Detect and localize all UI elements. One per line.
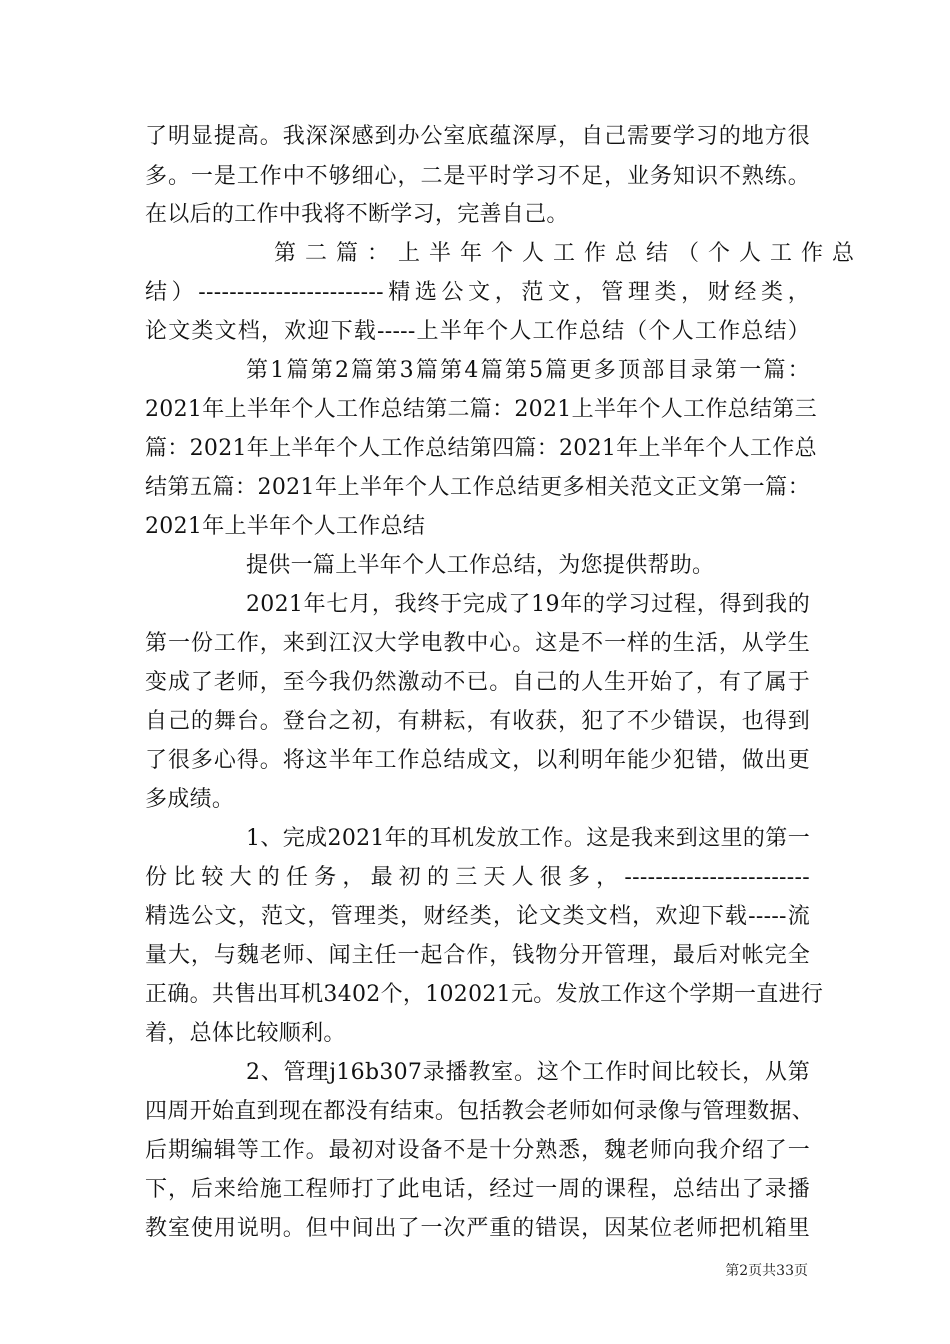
text-line: 第一份工作，来到江汉大学电教中心。这是不一样的生活，从学生 (145, 631, 810, 656)
text-line: 2021年上半年个人工作总结 (145, 514, 426, 539)
text-line: 变成了老师，至今我仍然激动不已。自己的人生开始了，有了属于 (145, 670, 810, 695)
text-line: 下，后来给施工程师打了此电话，经过一周的课程，总结出了录播 (145, 1177, 810, 1202)
section-title-line: 第二篇：上半年个人工作总结（个人工作总 (274, 241, 864, 266)
text-line: 结第五篇：2021年上半年个人工作总结更多相关范文正文第一篇： (145, 475, 810, 500)
text-line: 篇：2021年上半年个人工作总结第四篇：2021年上半年个人工作总 (145, 436, 817, 461)
text-line: 自己的舞台。登台之初，有耕耘，有收获，犯了不少错误，也得到 (145, 709, 810, 734)
text-line: 着，总体比较顺利。 (145, 1021, 346, 1046)
text-line: 份比较大的任务，最初的三天人很多，------------------------ (145, 865, 810, 890)
page-number: 第2页共33页 (725, 1263, 808, 1279)
text-line: 四周开始直到现在都没有结束。包括教会老师如何录像与管理数据、 (145, 1099, 815, 1124)
text-line: 结）------------------------精选公文，范文，管理类，财经类， (145, 280, 810, 305)
text-line: 第1篇第2篇第3篇第4篇第5篇更多顶部目录第一篇： (246, 358, 810, 383)
text-line: 1、完成2021年的耳机发放工作。这是我来到这里的第一 (246, 826, 810, 851)
text-line: 了很多心得。将这半年工作总结成文，以利明年能少犯错，做出更 (145, 748, 810, 773)
text-line: 精选公文，范文，管理类，财经类，论文类文档，欢迎下载-----流 (145, 904, 810, 929)
text-line: 2021年上半年个人工作总结第二篇：2021上半年个人工作总结第三 (145, 397, 817, 422)
text-line: 教室使用说明。但中间出了一次严重的错误，因某位老师把机箱里 (145, 1216, 810, 1241)
text-line: 量大，与魏老师、闻主任一起合作，钱物分开管理，最后对帐完全 (145, 943, 810, 968)
text-line: 多成绩。 (145, 787, 235, 812)
text-line: 在以后的工作中我将不断学习，完善自己。 (145, 202, 569, 227)
text-line: 2、管理j16b307录播教室。这个工作时间比较长，从第 (246, 1060, 810, 1085)
text-line: 论文类文档，欢迎下载-----上半年个人工作总结（个人工作总结） (145, 319, 810, 344)
text-line: 多。一是工作中不够细心，二是平时学习不足，业务知识不熟练。 (145, 164, 810, 189)
text-line: 正确。共售出耳机3402个，102021元。发放工作这个学期一直进行 (145, 982, 824, 1007)
text-line: 了明显提高。我深深感到办公室底蕴深厚，自己需要学习的地方很 (145, 124, 810, 149)
text-line: 后期编辑等工作。最初对设备不是十分熟悉，魏老师向我介绍了一 (145, 1138, 810, 1163)
text-line: 2021年七月，我终于完成了19年的学习过程，得到我的 (246, 592, 810, 617)
text-line: 提供一篇上半年个人工作总结，为您提供帮助。 (246, 553, 715, 578)
